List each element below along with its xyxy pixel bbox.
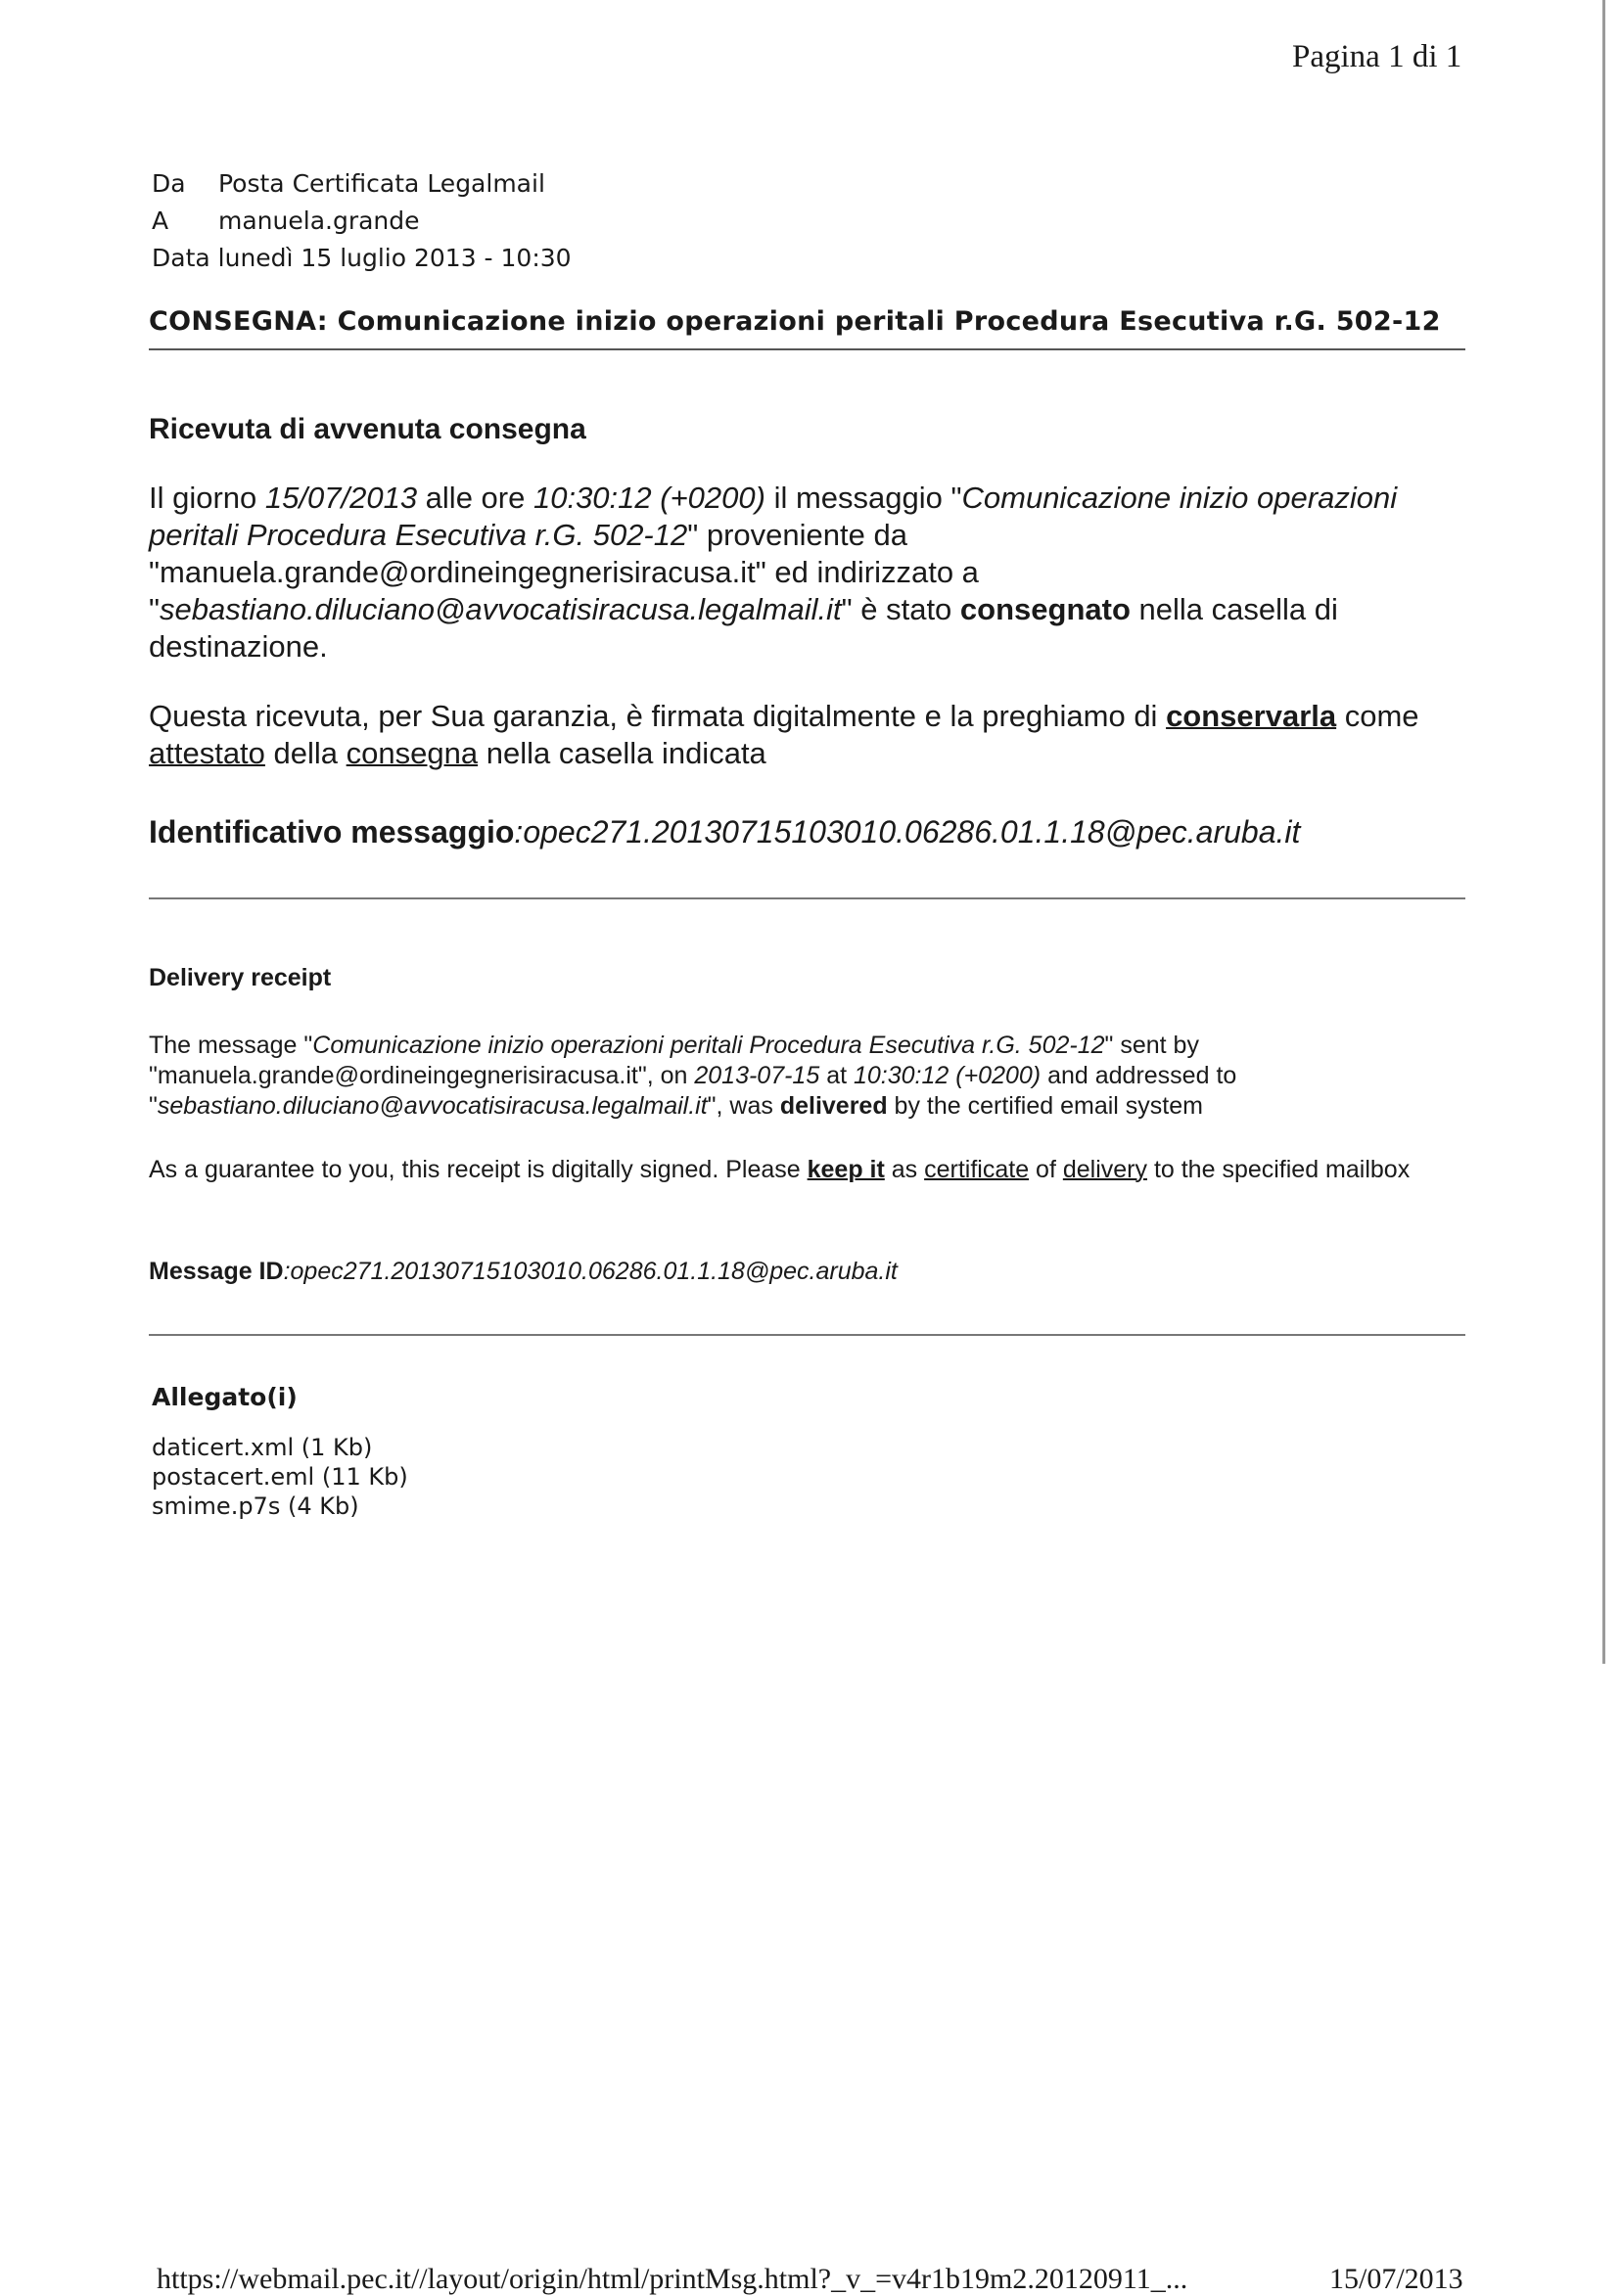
- date-label: Data: [152, 244, 210, 272]
- message-id-label: Identificativo messaggio: [149, 814, 515, 850]
- divider: [149, 348, 1465, 350]
- text: il messaggio ": [764, 481, 962, 515]
- text: nella casella di destinazione.: [149, 592, 1338, 664]
- separator: :: [283, 1258, 291, 1285]
- attachment-item[interactable]: daticert.xml (1 Kb): [152, 1434, 373, 1461]
- attachment-item[interactable]: postacert.eml (11 Kb): [152, 1463, 408, 1491]
- footer-date: 15/07/2013: [1329, 2263, 1463, 2295]
- delivery-date: 15/07/2013: [264, 481, 418, 515]
- text: alle ore: [417, 481, 533, 515]
- text: at: [819, 1062, 854, 1089]
- attachment-item[interactable]: smime.p7s (4 Kb): [152, 1492, 359, 1520]
- text: come: [1336, 699, 1419, 733]
- italian-receipt-title: Ricevuta di avvenuta consegna: [149, 413, 586, 445]
- italian-guarantee-paragraph: [149, 698, 1451, 772]
- text: ", was: [707, 1092, 780, 1120]
- from-label: Da: [152, 169, 186, 198]
- english-receipt-paragraph: [149, 1031, 1451, 1122]
- english-guarantee-paragraph: [149, 1155, 1451, 1185]
- text: to the specified mailbox: [1147, 1156, 1411, 1183]
- to-value: manuela.grande: [218, 207, 420, 235]
- italian-receipt-paragraph: [149, 480, 1451, 666]
- message-id-value: opec271.20130715103010.06286.01.1.18@pec.aruba.it: [523, 814, 1301, 850]
- text: The message ": [149, 1032, 313, 1059]
- certificate-word: attestato: [149, 736, 265, 770]
- footer-url: https://webmail.pec.it//layout/origin/html/printMsg.html?_v_=v4r1b19m2.20120911_...: [157, 2263, 1188, 2295]
- from-value: Posta Certificata Legalmail: [218, 169, 545, 198]
- to-label: A: [152, 207, 169, 235]
- header-to-row: [152, 207, 420, 235]
- text: of: [1029, 1156, 1063, 1183]
- text: as: [884, 1156, 925, 1183]
- text: by the certified email system: [887, 1092, 1203, 1120]
- date-value: lunedì 15 luglio 2013 - 10:30: [217, 244, 572, 272]
- delivery-word: delivery: [1062, 1156, 1147, 1183]
- recipient-address: sebastiano.diluciano@avvocatisiracusa.legalmail.it: [160, 592, 842, 626]
- text: " proveniente da "manuela.grande@ordineingegnerisiracusa.it" ed indirizzato a ": [149, 518, 979, 626]
- text: Questa ricevuta, per Sua garanzia, è firmata digitalmente e la preghiamo di: [149, 699, 1167, 733]
- text: and addressed to ": [149, 1062, 1237, 1120]
- message-id-label: Message ID: [149, 1258, 284, 1285]
- keep-word: conservarla: [1166, 699, 1337, 733]
- attachments-title: Allegato(i): [152, 1383, 298, 1411]
- separator: :: [514, 814, 524, 850]
- delivery-time: 10:30:12 (+0200): [854, 1062, 1042, 1089]
- english-message-id: [149, 1258, 898, 1286]
- page-edge-line: [1602, 0, 1605, 1664]
- message-subject-ref: Comunicazione inizio operazioni peritali Procedura Esecutiva r.G. 502-12: [149, 481, 1398, 552]
- divider: [149, 897, 1465, 899]
- delivery-time: 10:30:12 (+0200): [533, 481, 765, 515]
- header-date-row: [152, 244, 572, 272]
- recipient-address: sebastiano.diluciano@avvocatisiracusa.legalmail.it: [157, 1092, 708, 1120]
- delivered-word: consegnato: [959, 592, 1131, 626]
- divider: [149, 1334, 1465, 1336]
- message-id-value: opec271.20130715103010.06286.01.1.18@pec.aruba.it: [290, 1258, 898, 1285]
- text: della: [264, 736, 347, 770]
- text: Il giorno: [149, 481, 265, 515]
- text: nella casella indicata: [478, 736, 766, 770]
- delivered-word: delivered: [779, 1092, 888, 1120]
- delivery-date: 2013-07-15: [694, 1062, 820, 1089]
- header-from-row: [152, 169, 545, 198]
- message-subject-ref: Comunicazione inizio operazioni peritali Procedura Esecutiva r.G. 502-12: [312, 1032, 1105, 1059]
- text: As a guarantee to you, this receipt is digitally signed. Please: [149, 1156, 808, 1183]
- keep-word: keep it: [807, 1156, 885, 1183]
- delivery-word: consegna: [346, 736, 479, 770]
- page-number: Pagina 1 di 1: [1292, 39, 1462, 74]
- english-receipt-title: Delivery receipt: [149, 964, 332, 991]
- certificate-word: certificate: [924, 1156, 1030, 1183]
- text: " sent by "manuela.grande@ordineingegnerisiracusa.it", on: [149, 1032, 1199, 1089]
- text: " è stato: [841, 592, 960, 626]
- message-subject: CONSEGNA: Comunicazione inizio operazioni peritali Procedura Esecutiva r.G. 502-12: [149, 306, 1441, 337]
- italian-message-id: [149, 814, 1300, 850]
